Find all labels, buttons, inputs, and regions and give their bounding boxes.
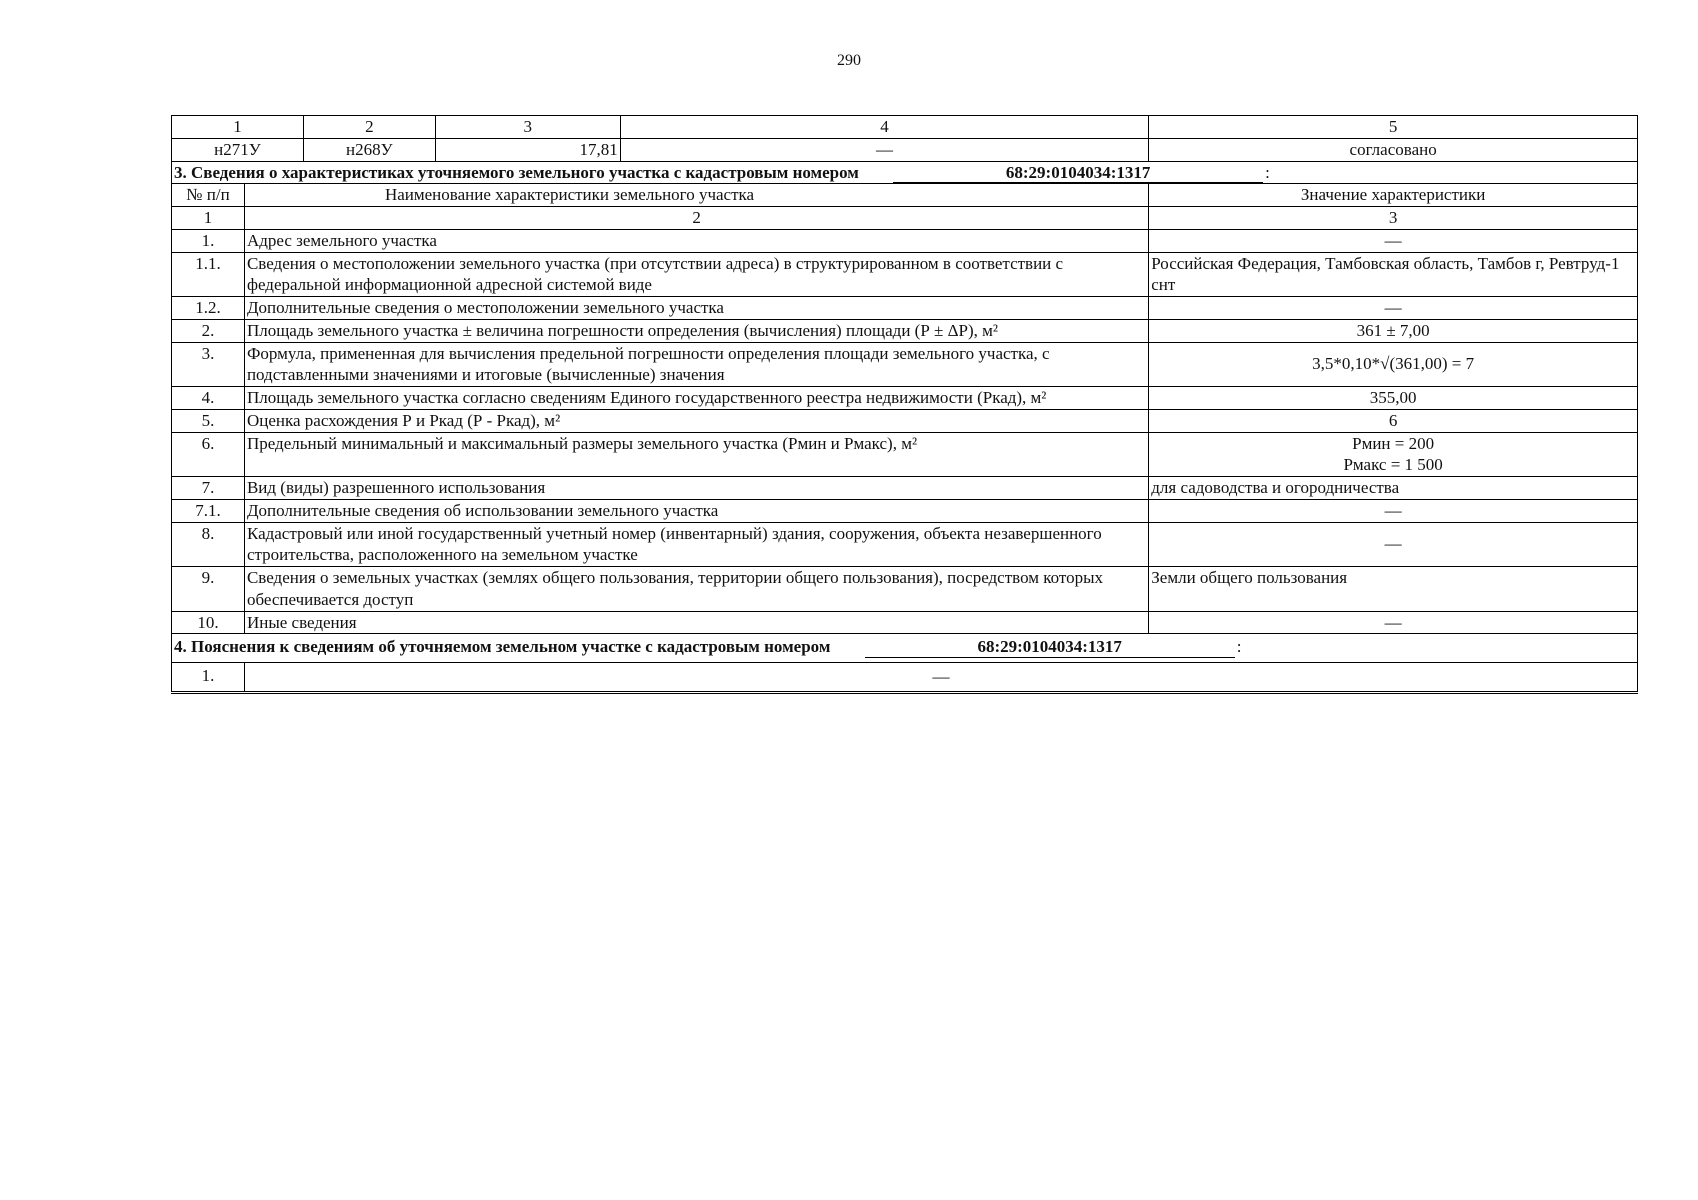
row-value: — [1149, 229, 1638, 252]
row-value: для садоводства и огородничества [1149, 477, 1638, 500]
top-header-cell: 1 [172, 116, 304, 139]
row-number: 1.2. [172, 297, 245, 320]
row-value: — [1149, 522, 1638, 567]
row-value: Земли общего пользования [1149, 567, 1638, 612]
table-row [172, 663, 1638, 693]
table-row [172, 567, 1638, 612]
top-data-cell: н268У [303, 138, 435, 161]
row-number: 2. [172, 319, 245, 342]
row-number: 6. [172, 432, 245, 477]
row-value: 361 ± 7,00 [1149, 319, 1638, 342]
table-row [172, 611, 1638, 634]
row-name: Вид (виды) разрешенного использования [244, 477, 1148, 500]
top-data-cell: 17,81 [435, 138, 620, 161]
section4-title: 4. Пояснения к сведениям об уточняемом земельном участке с кадастровым номером [174, 637, 831, 657]
section3-cadastral-number: 68:29:0104034:1317 [893, 164, 1263, 184]
row-value: 355,00 [1149, 387, 1638, 410]
row-name: Кадастровый или иной государственный учетный номер (инвентарный) здания, сооружения, объекта незавершенного строительства, расположенного на земельном участке [244, 522, 1148, 567]
row-number: 8. [172, 522, 245, 567]
row-number: 1. [172, 229, 245, 252]
section4-colon: : [1236, 637, 1242, 657]
row-name: Площадь земельного участка согласно сведениям Единого государственного реестра недвижимости (Ркад), м² [244, 387, 1148, 410]
land-plot-table [171, 115, 1638, 694]
table-row [172, 342, 1638, 387]
row-name: Площадь земельного участка ± величина погрешности определения (вычисления) площади (Р ± ΔР), м² [244, 319, 1148, 342]
row-value: 3,5*0,10*√(361,00) = 7 [1149, 342, 1638, 387]
top-header-cell: 3 [435, 116, 620, 139]
top-data-cell: н271У [172, 138, 304, 161]
row-value-line: Рмакс = 1 500 [1343, 455, 1443, 475]
row-name: Предельный минимальный и максимальный размеры земельного участка (Рмин и Рмакс), м² [244, 432, 1148, 477]
section3-colnum-row [172, 207, 1638, 230]
row-value: — [1149, 297, 1638, 320]
top-header-cell: 2 [303, 116, 435, 139]
row-value-line: Рмин = 200 [1352, 433, 1435, 453]
top-data-cell: согласовано [1149, 138, 1638, 161]
row-name: Иные сведения [244, 611, 1148, 634]
row-name: Сведения о земельных участках (землях общего пользования, территории общего пользования), посредством которых обеспечивается доступ [244, 567, 1148, 612]
section3-title-row [172, 161, 1638, 184]
row-number: 3. [172, 342, 245, 387]
row-number: 5. [172, 409, 245, 432]
col-number-cell: 1 [172, 207, 245, 230]
section3-header-row [172, 184, 1638, 207]
section3-title-cell [172, 161, 1638, 184]
row-name: Адрес земельного участка [244, 229, 1148, 252]
row-number: 1.1. [172, 252, 245, 297]
col-number-cell: 2 [244, 207, 1148, 230]
col-header-number: № п/п [172, 184, 245, 207]
section4-title-cell [172, 634, 1638, 663]
col-number-cell: 3 [1149, 207, 1638, 230]
table-row [172, 409, 1638, 432]
row-number: 7.1. [172, 499, 245, 522]
row-name: Дополнительные сведения о местоположении земельного участка [244, 297, 1148, 320]
row-value [1149, 432, 1638, 477]
top-data-cell: — [620, 138, 1149, 161]
table-row [172, 477, 1638, 500]
row-number: 9. [172, 567, 245, 612]
row-name: Оценка расхождения Р и Ркад (Р - Ркад), м² [244, 409, 1148, 432]
table-row [172, 229, 1638, 252]
row-value: — [1149, 499, 1638, 522]
top-header-cell: 4 [620, 116, 1149, 139]
section4-cadastral-number: 68:29:0104034:1317 [865, 638, 1235, 658]
section4-title-row [172, 634, 1638, 663]
row-number: 7. [172, 477, 245, 500]
table-row [172, 297, 1638, 320]
section3-colon: : [1265, 162, 1270, 182]
page-number: 290 [837, 52, 861, 69]
row-number: 10. [172, 611, 245, 634]
top-table-data-row [172, 138, 1638, 161]
row-value: — [244, 663, 1637, 693]
row-number: 4. [172, 387, 245, 410]
row-value: 6 [1149, 409, 1638, 432]
section3-title: 3. Сведения о характеристиках уточняемого земельного участка с кадастровым номером [174, 162, 859, 182]
row-value: Российская Федерация, Тамбовская область, Тамбов г, Ревтруд-1 снт [1149, 252, 1638, 297]
row-name: Сведения о местоположении земельного участка (при отсутствии адреса) в структурированном в соответствии с федеральной информационной адресной системой виде [244, 252, 1148, 297]
col-header-value: Значение характеристики [1149, 184, 1638, 207]
row-name: Формула, примененная для вычисления предельной погрешности определения площади земельного участка, с подставленными значениями и итоговые (вычисленные) значения [244, 342, 1148, 387]
table-row [172, 387, 1638, 410]
table-row [172, 319, 1638, 342]
col-header-name: Наименование характеристики земельного участка [244, 184, 1148, 207]
top-header-cell: 5 [1149, 116, 1638, 139]
table-row [172, 432, 1638, 477]
row-value: — [1149, 611, 1638, 634]
table-row [172, 522, 1638, 567]
table-row [172, 499, 1638, 522]
top-table-header-row [172, 116, 1638, 139]
row-name: Дополнительные сведения об использовании земельного участка [244, 499, 1148, 522]
table-row [172, 252, 1638, 297]
row-number: 1. [172, 663, 245, 693]
